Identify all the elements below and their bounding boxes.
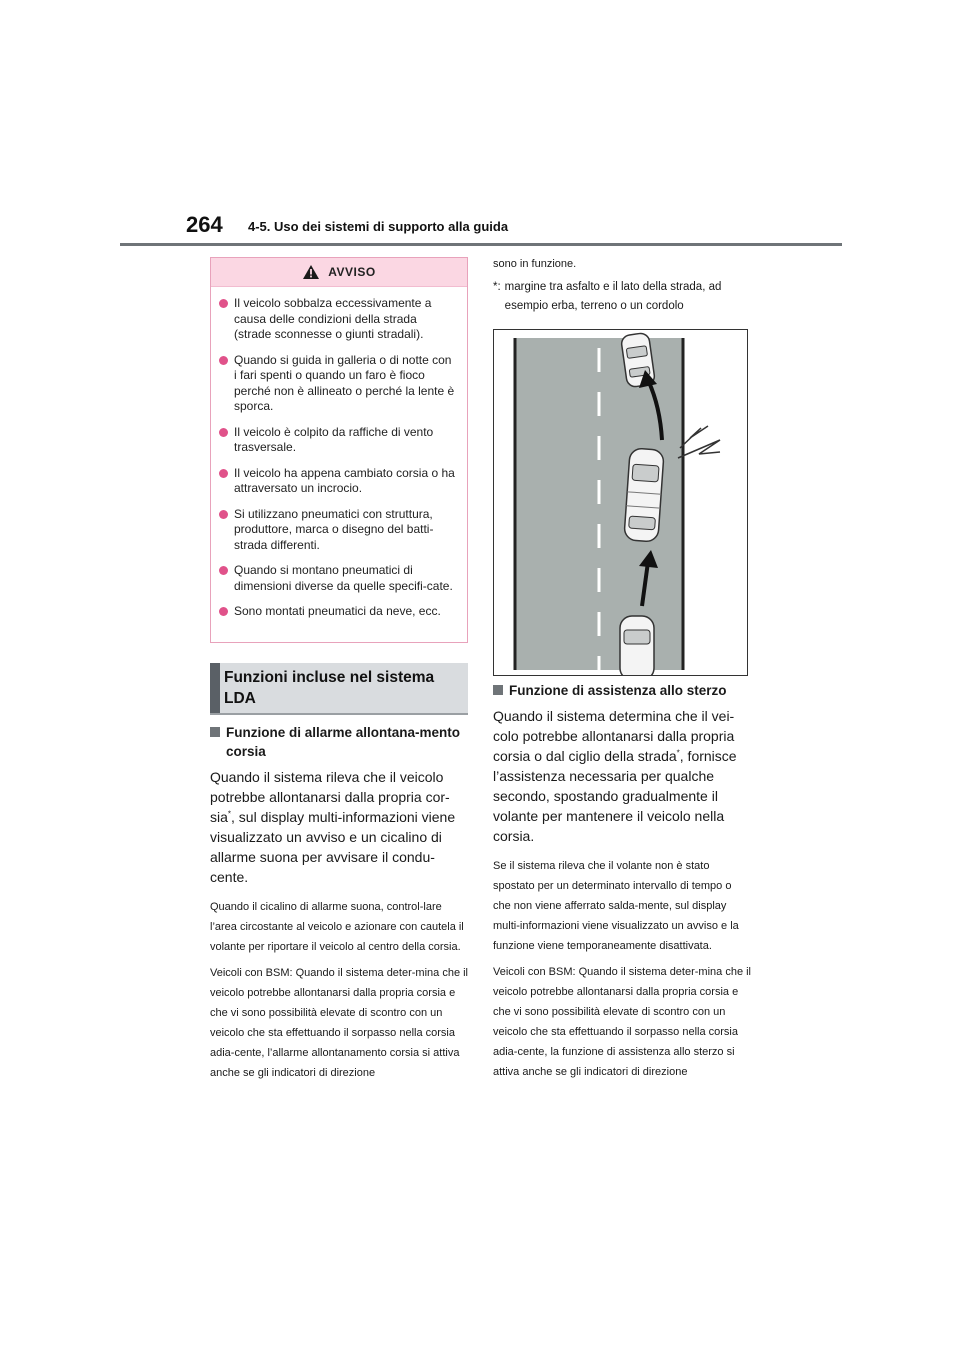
footnote	[493, 278, 751, 316]
header-divider	[120, 243, 842, 246]
bullet-icon	[219, 607, 228, 616]
paragraph: Se il sistema rileva che il volante non è stato spostato per un determinato intervallo di tempo o che non viene afferrato salda-mente, sul display multi-informazioni viene visualizzato un avviso e la funzione viene temporaneamente disattivata.	[493, 860, 739, 952]
bullet-icon	[219, 469, 228, 478]
bullet-icon	[219, 428, 228, 437]
warning-list	[211, 287, 467, 620]
bullet-icon	[219, 566, 228, 575]
warning-item	[219, 507, 455, 554]
warning-item	[219, 296, 455, 343]
warning-item-text: Il veicolo è colpito da raffiche di vento trasversale.	[234, 424, 434, 454]
warning-title: AVVISO	[328, 265, 376, 279]
footnote-ref: *	[676, 748, 680, 758]
warning-item-text: Quando si guida in galleria o di notte con i fari spenti o quando un faro è fioco perché non è allineato o perché la lente è sporca.	[234, 352, 455, 413]
warning-item-text: Il veicolo sobbalza eccessivamente a causa delle condizioni della strada (strade sconnesse o giunti stradali).	[234, 296, 432, 341]
paragraph: Veicoli con BSM: Quando il sistema deter-mina che il veicolo potrebbe allontanarsi dalla propria corsia e che vi sono possibilità elevate di scontro con un veicolo che sta effettuando il sorpasso nella corsia adia-cente, l’allarme allontanamento corsia si attiva anche se gli indicatori di direzione	[210, 967, 469, 1079]
square-bullet-icon	[493, 685, 503, 695]
lane-assist-illustration	[493, 329, 748, 676]
lane-illustration-svg	[494, 330, 747, 675]
section-heading-text: Funzioni incluse nel sistema LDA	[224, 669, 435, 707]
paragraph: Quando il cicalino di allarme suona, control-lare l’area circostante al veicolo e azionare con cautela il volante per riportare il veicolo al centro della corsia.	[210, 901, 464, 953]
intro-paragraph: Quando il sistema determina che il vei-colo potrebbe allontanarsi dalla propria corsia o dal ciglio della strada*, fornisce l’assistenza necessaria per qualche secondo, spostando gradualmente il volante per mantenere il veicolo nella corsia.	[493, 708, 737, 844]
right-column-lower	[493, 681, 751, 1088]
square-bullet-icon	[210, 727, 220, 737]
section-title: 4-5. Uso dei sistemi di supporto alla guida	[248, 219, 509, 234]
bullet-icon	[219, 510, 228, 519]
warning-item	[219, 563, 455, 594]
warning-header	[211, 258, 467, 287]
warning-item-text: Quando si montano pneumatici di dimensioni diverse da quelle specifi-cate.	[234, 563, 453, 593]
subhead-text: Funzione di allarme allontana-mento corsia	[226, 725, 461, 759]
warning-item-text: Il veicolo ha appena cambiato corsia o ha attraversato un incrocio.	[234, 465, 455, 495]
warning-item	[219, 604, 455, 620]
warning-item	[219, 353, 455, 415]
section-heading-bar	[210, 663, 220, 713]
right-column	[493, 254, 751, 316]
left-column	[210, 723, 468, 1089]
continuation-text: sono in funzione.	[493, 258, 577, 270]
car-icon	[624, 448, 664, 542]
car-icon	[620, 616, 654, 675]
footnote-ref: *	[227, 809, 232, 819]
warning-item-text: Si utilizzano pneumatici con struttura, produttore, marca o disegno del batti-strada differenti.	[234, 506, 434, 552]
warning-triangle-icon	[302, 264, 320, 280]
section-heading	[210, 663, 468, 715]
subhead-steering-assist	[493, 681, 751, 700]
warning-item-text: Sono montati pneumatici da neve, ecc.	[234, 604, 441, 618]
warning-box	[210, 257, 468, 643]
warning-item	[219, 466, 455, 497]
warning-item	[219, 425, 455, 456]
footnote-mark: *:	[493, 281, 501, 293]
subhead-text: Funzione di assistenza allo sterzo	[509, 683, 727, 698]
bullet-icon	[219, 299, 228, 308]
page-number: 264	[186, 212, 223, 237]
bullet-icon	[219, 356, 228, 365]
paragraph: Veicoli con BSM: Quando il sistema deter-mina che il veicolo potrebbe allontanarsi dalla propria corsia e che vi sono possibilità elevate di scontro con un veicolo che sta effettuando il sorpasso nella corsia adia-cente, la funzione di assistenza allo sterzo si attiva anche se gli indicatori di direzione	[493, 966, 752, 1078]
footnote-text: margine tra asfalto e il lato della strada, ad esempio erba, terreno o un cordolo	[504, 281, 722, 312]
intro-paragraph: Quando il sistema rileva che il veicolo potrebbe allontanarsi dalla propria cor-sia*, sul display multi-informazioni viene visualizzato un avviso e un cicalino di allarme suona per avvisare il condu-cente.	[210, 769, 456, 885]
subhead-lane-departure-alert	[210, 723, 468, 761]
